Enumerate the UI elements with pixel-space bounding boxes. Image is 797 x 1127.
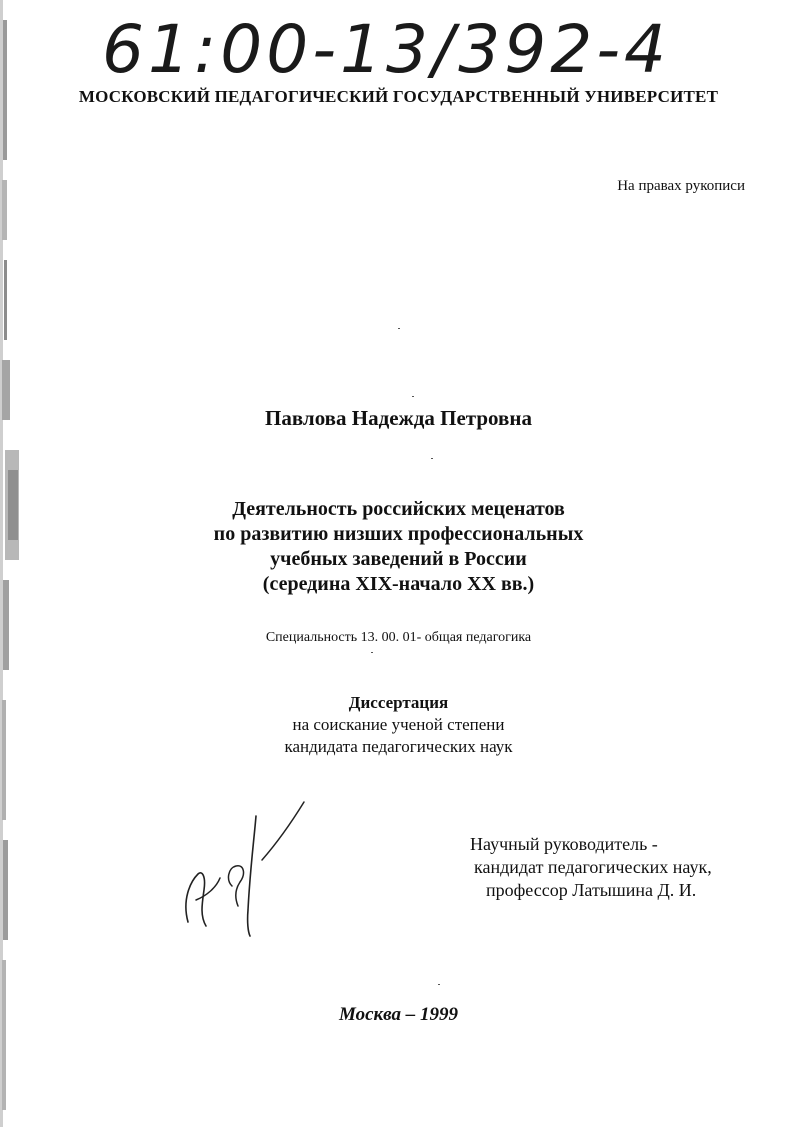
signature [176,800,316,940]
handwritten-archive-number [96,6,671,96]
supervisor-line-1: Научный руководитель - [470,834,658,854]
scan-speck [431,458,433,459]
university-name: МОСКОВСКИЙ ПЕДАГОГИЧЕСКИЙ ГОСУДАРСТВЕННЫЙ УНИВЕРСИТЕТ [78,87,719,106]
title-line-2: по развитию низших профессиональных [213,523,584,545]
title-line-1: Деятельность российских меценатов [232,498,565,520]
supervisor-line-2: кандидат педагогических наук, [474,857,712,877]
supervisor-line-3: профессор Латышина Д. И. [486,880,697,900]
dissertation-block [0,692,797,758]
archive-number-text: 61:00-13/392-4 [102,11,671,88]
scan-speck [412,396,414,397]
supervisor-block [470,833,712,902]
scan-speck [398,328,400,329]
scan-speck [371,652,373,653]
rights-note: На правах рукописи [617,178,745,194]
title-line-3: учебных заведений в России [270,548,527,570]
dissertation-type: Диссертация [348,693,449,712]
dissertation-title [0,497,797,597]
specialty: Специальность 13. 00. 01- общая педагогика [265,630,532,645]
scan-speck [438,984,440,985]
title-line-4: (середина XIX-начало XX вв.) [262,573,535,595]
degree-line-1: на соискание ученой степени [292,715,505,734]
author-name: Павлова Надежда Петровна [265,406,532,430]
degree-line-2: кандидата педагогических наук [284,737,513,756]
city-year: Москва – 1999 [338,1004,459,1025]
